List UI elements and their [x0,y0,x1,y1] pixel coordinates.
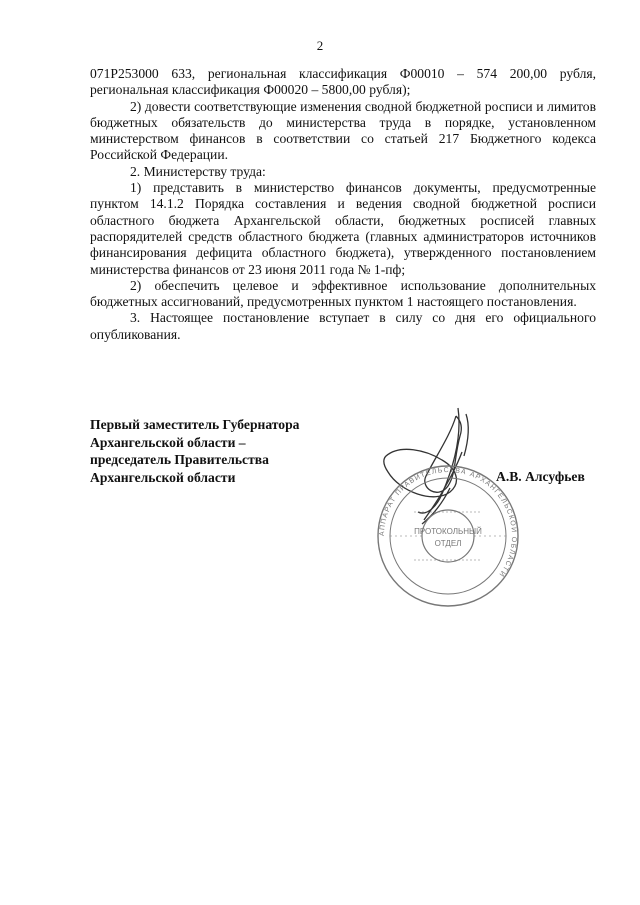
signatory-title-line: Архангельской области [90,469,236,485]
signatory-title-line: Первый заместитель Губернатора [90,417,300,432]
paragraph-continuation: 071P253000 633, региональная классификация Ф00010 – 574 200,00 рубля, региональная классификация Ф00020 – 5800,00 рубля); [90,66,596,98]
stamp-center-text-2: ОТДЕЛ [434,539,462,548]
paragraph-item-1: 1) представить в министерство финансов документы, предусмотренные пунктом 14.1.2 Порядка составления и ведения сводной бюджетной росписи областного бюджета Архангельской области, бюджетных росписей главных распорядителей средств областного бюджета (главных администраторов источников финансирования дефицита областного бюджета), утвержденного постановлением министерства финансов от 23 июня 2011 года № 1-пф; [90,180,596,277]
stamp-ring-text: АППАРАТ ПРАВИТЕЛЬСТВА АРХАНГЕЛЬСКОЙ ОБЛАСТИ [378,466,518,579]
official-stamp [330,396,560,626]
signatory-name: А.В. Алсуфьев [496,469,585,484]
paragraph-item-2: 2) довести соответствующие изменения сводной бюджетной росписи и лимитов бюджетных обязательств до министерства труда в порядке, установленном министерством финансов в соответствии со статьей 217 Бюджетного кодекса Российской Федерации. [90,98,596,163]
document-body [90,66,596,343]
paragraph-section-2: 2. Министерству труда: [130,163,266,179]
stamp-graphic [330,396,560,626]
signatory-title-line: Архангельской области – [90,434,246,450]
signatory-title-line: председатель Правительства [90,452,269,467]
paragraph-section-3: 3. Настоящее постановление вступает в силу со дня его официального опубликования. [90,310,596,342]
page-number: 2 [316,38,324,53]
signatory-title [90,416,330,486]
paragraph-item-2b: 2) обеспечить целевое и эффективное использование дополнительных бюджетных ассигнований, предусмотренных пунктом 1 настоящего постановления. [90,277,596,310]
stamp-center-text-1: ПРОТОКОЛЬНЫЙ [414,527,482,536]
